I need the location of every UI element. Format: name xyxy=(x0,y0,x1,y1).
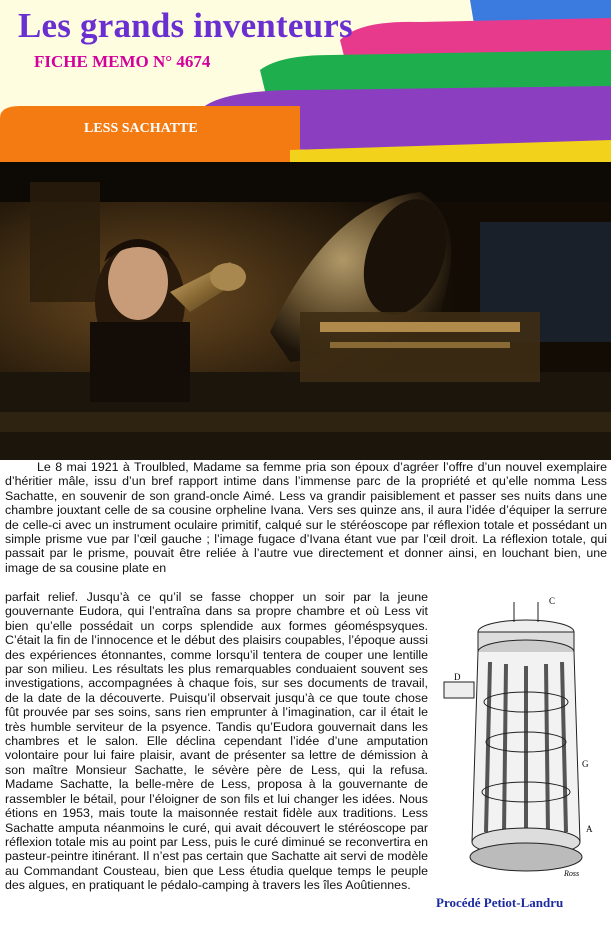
article-paragraph-2: parfait relief. Jusqu’à ce qu’il se fasse chopper un soir par la jeune gouvernante Eudora, qui l’entraîna dans sa propre chambre et où Less vit bien qu’elle possédait un corps splendide aux formes géoméspsyques. C’était la fin de l’innocence et le début des plaisirs coupables, l’époque aussi des expériences étonnantes, comme lorsqu’il tentera de couper une lentille par son milieu. Les résultats les plus remarquables conduaient souvent ses investigations, accompagnées à chaque fois, sur ses documents de travail, de la date de la découverte. Puisqu’il observait jusqu’à ce que toute chose fût prouvée par ses soins, sans rien emprunter à l’imagination, car il était le très humble serviteur de la psyence. Tandis qu’Eudora gouvernait dans les chambres et le salon. Elle déclina cependant l’idée d’une amputation volontaire pour lui faire plaisir, avant de présenter sa lettre de démission à son maître Monsieur Sachatte, le sévère père de Less, qui la refusa. Madame Sachatte, la belle-mère de Less, proposa à la gouvernante de rassembler le bétail, pour l’éloigner de son fils et lui changer les idées. Nous étions en 1953, mais toute la maisonnée restait fidèle aux traditions. Less Sachatte amputa néanmoins le curé, qui avait découvert le stéréoscope par réflexion totale mis au point par Less, puis le curé diminué se reconvertira en pasteur-peintre itinérant. Il n’est pas certain que Sachatte ait servi de modèle au Commandant Cousteau, bien que Less étudia quelque temps le peuple des algues, en pratiquant le pédalo-camping à travers les îles Aoûtiennes. xyxy=(5,590,428,893)
label-d: D xyxy=(454,672,461,682)
stove-illustration xyxy=(434,592,606,882)
subject-name: LESS SACHATTE xyxy=(84,121,198,136)
header-banner xyxy=(0,0,611,162)
figure-caption: Procédé Petiot-Landru xyxy=(436,895,564,910)
page-title: Les grands inventeurs xyxy=(18,6,353,45)
label-a: A xyxy=(586,824,593,834)
memo-number: FICHE MEMO N° 4674 xyxy=(34,52,211,71)
stove-engraving xyxy=(434,592,606,882)
hero-photo xyxy=(0,162,611,460)
engraver-signature: Ross xyxy=(564,869,580,878)
label-c: C xyxy=(549,596,556,606)
article-paragraph-1 xyxy=(5,460,607,575)
train-interior-image xyxy=(0,162,611,460)
paragraph-1-text: Le 8 mai 1921 à Troulbled, Madame sa femme pria son époux d’agréer l’offre d’un nouvel exemplaire d’héritier mâle, issu d’un bref rapport intime dans l’immense parc de la propriété et qu’elle nomma Less Sachatte, en souvenir de son grand-oncle Aimé. Less va grandir paisiblement et passer ses nuits dans une chambre jouxtant celle de sa cousine orpheline Ivana. Vers ses quinze ans, il aura l’idée d’équiper la serrure de celle-ci avec un instrument oculaire primitif, calqué sur le stéréoscope par réflexion totale et possédant un simple prisme vue par l’œil gauche ; l’image fugace d’Ivana étant vue par l’œil droit. La réflexion totale, qui passait par le prisme, pouvait être reliée à l’autre vue directement et donner ainsi, en louchant bien, une image de sa cousine plate en xyxy=(5,460,607,575)
label-g: G xyxy=(582,759,589,769)
